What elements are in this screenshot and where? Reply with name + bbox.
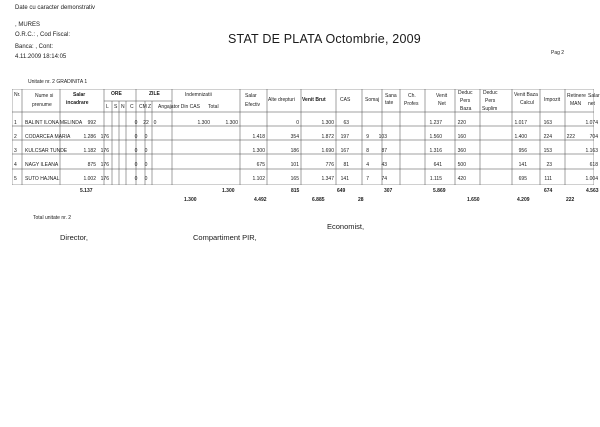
total-retinere: 222 [566, 197, 575, 203]
company-line-2: , MURES [15, 22, 41, 28]
col-header-salar-net-1: Salar [588, 93, 600, 99]
col-header-ch-1: Ch. [408, 93, 416, 99]
cell-deduc-baza: 500 [457, 162, 466, 168]
col-header-l: L [106, 104, 109, 110]
unit-label: Unitate nr. 2 GRADINITA 1 [28, 79, 88, 85]
document-title: STAT DE PLATA Octombrie, 2009 [228, 32, 421, 46]
cell-baza: 141 [518, 162, 527, 168]
col-header-venit-baza-2: Calcul [520, 100, 534, 106]
col-header-impozit: Impozit [544, 97, 561, 103]
cell-nr: 1 [14, 120, 17, 126]
total-ind-ang: 1.300 [222, 188, 235, 194]
cell-salar: 992 [87, 120, 96, 126]
cell-name: SUTO HAJNAL [25, 176, 60, 182]
cell-deduc-baza: 420 [457, 176, 466, 182]
cell-baza: 1.400 [514, 134, 527, 140]
col-header-salar-ef-1: Salar [245, 93, 257, 99]
cell-ind-total: 1.300 [225, 120, 238, 126]
col-header-name-1: Nume si [35, 93, 54, 99]
cell-sanatate: 43 [381, 162, 387, 168]
total-salar: 5.137 [80, 188, 93, 194]
cell-brut: 1.690 [321, 148, 334, 154]
col-header-somaj: Somaj [365, 97, 380, 103]
cell-zile-l: 0 [134, 176, 138, 182]
col-header-salar-ef-2: Efectiv [245, 102, 261, 108]
table-grid [12, 89, 594, 185]
cell-baza: 1.017 [514, 120, 527, 126]
total-venit-baza: 4.209 [517, 197, 530, 203]
col-header-venit-net-2: Net [438, 101, 446, 107]
col-header-venit-baza-1: Venit Baza [514, 92, 538, 98]
col-header-total: Total [208, 104, 219, 110]
cell-deduc-baza: 160 [457, 134, 466, 140]
col-header-deduc1-b: Pers [460, 98, 471, 104]
col-header-ore: ORE [111, 91, 122, 97]
cell-ore: 176 [100, 162, 109, 168]
total-venit-net: 5.869 [433, 188, 446, 194]
cell-zile-cm: 0 [144, 176, 148, 182]
page-number: Pag 2 [551, 50, 565, 56]
cell-brut: 1.300 [321, 120, 334, 126]
total-cas: 649 [337, 188, 346, 194]
col-header-ch-2: Profes [404, 101, 419, 107]
cell-nr: 2 [14, 134, 17, 140]
total-ind-total: 1.300 [184, 197, 197, 203]
total-sanatate: 307 [384, 188, 393, 194]
cell-net: 1.115 [429, 176, 442, 182]
cell-alte: 165 [290, 176, 299, 182]
cell-salar-net: 1.163 [585, 148, 598, 154]
cell-sanatate: 87 [381, 148, 387, 154]
col-header-deduc1-a: Deduc [458, 90, 473, 96]
cell-alte: 0 [296, 120, 299, 126]
col-header-deduc2-b: Pers [485, 98, 496, 104]
cell-cas: 197 [340, 134, 349, 140]
cell-zile-cm: 22 [143, 120, 149, 126]
cell-impozit: 23 [546, 162, 552, 168]
cell-alte: 101 [290, 162, 299, 168]
col-header-name-2: prenume [32, 102, 52, 108]
cell-net: 641 [433, 162, 442, 168]
col-header-salar-2: incadrare [66, 100, 89, 106]
cell-cas: 63 [343, 120, 349, 126]
cell-deduc-baza: 360 [457, 148, 466, 154]
cell-impozit: 111 [544, 176, 552, 182]
cell-cas: 167 [340, 148, 349, 154]
col-header-nr: Nr. [14, 92, 21, 98]
company-line-3: O.R.C.: , Cod Fiscal: [15, 32, 71, 38]
cell-zile-l: 0 [134, 162, 138, 168]
col-header-z: Z [148, 104, 152, 110]
cell-somaj: 9 [366, 134, 369, 140]
cell-name: KULCSAR TUNDE [25, 148, 68, 154]
cell-nr: 3 [14, 148, 17, 154]
cell-salar-ef: 1.418 [252, 134, 265, 140]
cell-alte: 354 [290, 134, 299, 140]
col-header-retinere-1: Retinere [567, 93, 586, 99]
signature-compartiment: Compartiment PIR, [193, 233, 257, 242]
cell-salar: 1.182 [83, 148, 96, 154]
cell-ore: 176 [100, 134, 109, 140]
cell-impozit: 163 [543, 120, 552, 126]
col-header-cas: CAS [340, 97, 351, 103]
cell-somaj: 8 [366, 148, 369, 154]
col-header-salar-1: Salar [73, 92, 86, 98]
cell-name: NAGY ILEANA [25, 162, 59, 168]
cell-deduc-baza: 220 [457, 120, 466, 126]
cell-brut: 1.347 [321, 176, 334, 182]
col-header-deduc1-c: Baza [460, 106, 472, 112]
cell-brut: 776 [325, 162, 334, 168]
col-header-indemnizatii: Indemnizatii [185, 92, 212, 98]
cell-zile-l: 0 [134, 134, 138, 140]
company-line-4: Banca: , Cont: [15, 44, 54, 50]
col-header-alte: Alte drepturi [268, 97, 295, 103]
cell-zile-l: 0 [134, 120, 138, 126]
total-salar-efectiv: 4.492 [254, 197, 267, 203]
cell-salar-net: 704 [589, 134, 598, 140]
cell-ore: 176 [100, 148, 109, 154]
cell-nr: 4 [14, 162, 17, 168]
cell-zile-cm: 0 [144, 162, 148, 168]
col-header-sanatate-2: tate [385, 100, 394, 106]
col-header-venit-net-1: Venit [436, 93, 448, 99]
total-venit-brut: 6.885 [312, 197, 325, 203]
cell-salar-net: 1.074 [585, 120, 598, 126]
total-unit-label: Total unitate nr. 2 [33, 215, 72, 221]
col-header-n: N [121, 104, 125, 110]
col-header-deduc2-a: Deduc [483, 90, 498, 96]
total-deduceri: 1.650 [467, 197, 480, 203]
cell-salar-ef: 675 [256, 162, 265, 168]
signature-director: Director, [60, 233, 88, 242]
cell-baza: 695 [518, 176, 527, 182]
cell-salar-net: 1.004 [585, 176, 598, 182]
cell-salar: 1.002 [83, 176, 96, 182]
cell-net: 1.560 [429, 134, 442, 140]
cell-ind-ang: 1.300 [197, 120, 210, 126]
col-header-deduc2-c: Suplim [482, 106, 498, 112]
cell-zile-z: 0 [153, 120, 157, 126]
col-header-salar-net-2: net [588, 101, 595, 107]
cell-net: 1.316 [429, 148, 442, 154]
cell-salar-ef: 1.300 [252, 148, 265, 154]
cell-nr: 5 [14, 176, 17, 182]
col-header-s: S [114, 104, 118, 110]
col-header-zile: ZILE [149, 91, 160, 97]
cell-zile-cm: 0 [144, 134, 148, 140]
cell-salar: 875 [87, 162, 96, 168]
col-header-c: C [130, 104, 134, 110]
total-alte-drepturi: 815 [291, 188, 300, 194]
cell-alte: 186 [290, 148, 299, 154]
col-header-retinere-2: MAN [570, 101, 582, 107]
col-header-sanatate-1: Sana [385, 93, 397, 99]
signature-economist: Economist, [327, 222, 365, 231]
cell-salar: 1.286 [83, 134, 96, 140]
company-line-5: 4.11.2009 18:14:05 [15, 54, 67, 60]
cell-cas: 81 [343, 162, 349, 168]
cell-zile-l: 0 [134, 148, 138, 154]
cell-impozit: 224 [543, 134, 552, 140]
cell-retinere: 222 [566, 134, 575, 140]
cell-name: BALINT ILONA MELINDA [25, 120, 83, 126]
col-header-angajator: Angajator Din CAS [158, 104, 200, 110]
cell-net: 1.237 [429, 120, 442, 126]
cell-impozit: 153 [543, 148, 552, 154]
cell-name: CODARCEA MARIA [25, 134, 71, 140]
cell-salar-ef: 1.102 [252, 176, 265, 182]
cell-ore: 176 [100, 176, 109, 182]
total-salar-net: 4.563 [586, 188, 599, 194]
company-line-1: Date cu caracter demonstrativ [15, 5, 96, 11]
cell-somaj: 7 [366, 176, 369, 182]
total-impozit: 674 [544, 188, 553, 194]
cell-somaj: 4 [366, 162, 369, 168]
cell-cas: 141 [340, 176, 349, 182]
cell-zile-cm: 0 [144, 148, 148, 154]
col-header-cm: CM [139, 104, 147, 110]
cell-brut: 1.872 [321, 134, 334, 140]
col-header-venit-brut: Venit Brut [302, 97, 326, 103]
total-somaj: 28 [358, 197, 364, 203]
cell-sanatate: 103 [378, 134, 387, 140]
cell-baza: 956 [518, 148, 527, 154]
cell-sanatate: 74 [381, 176, 387, 182]
cell-salar-net: 618 [589, 162, 598, 168]
